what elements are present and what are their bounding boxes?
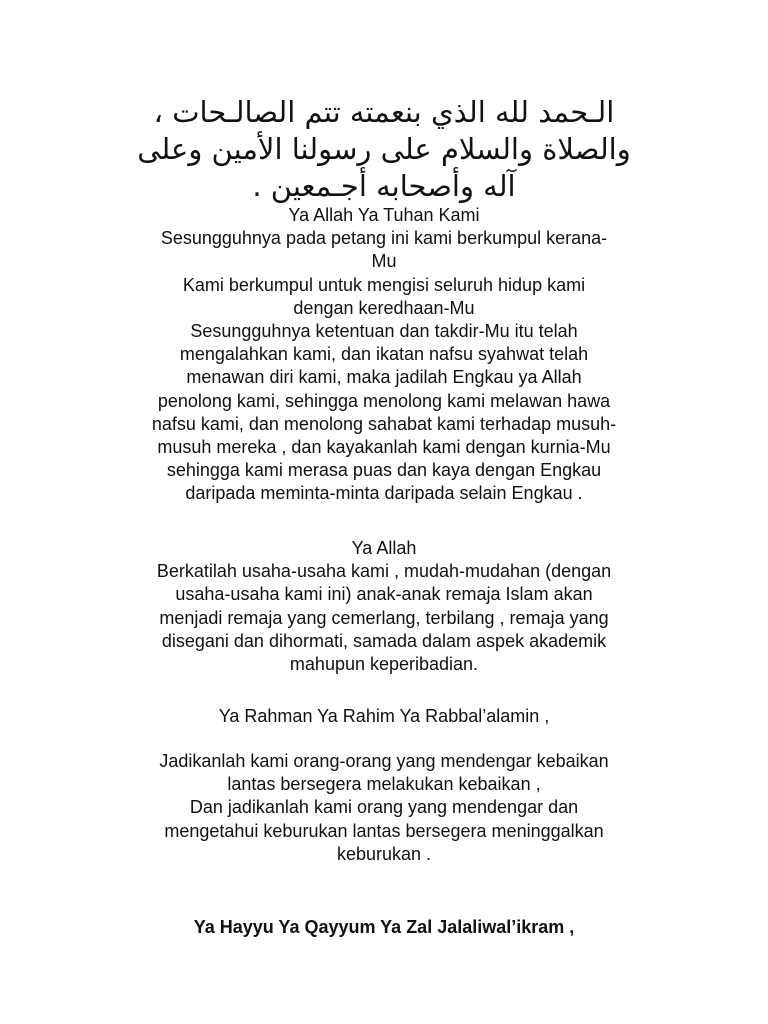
text-line: Berkatilah usaha-usaha kami , mudah-mudahan (dengan (156, 561, 612, 582)
text-line: lantas bersegera melakukan kebaikan , (227, 774, 541, 795)
text-line: Jadikanlah kami orang-orang yang mendengar kebaikan (159, 751, 609, 771)
paragraph-supplication (104, 750, 664, 866)
text-line: Ya Allah (351, 538, 417, 558)
text-line: sehingga kami merasa puas dan kaya dengan Engkau (166, 460, 602, 481)
text-line: Ya Rahman Ya Rahim Ya Rabbal’alamin , (218, 706, 550, 726)
arabic-line: الـحمد لله الذي بنعمته تتم الصالـحات ، (153, 95, 615, 129)
text-line: usaha-usaha kami ini) anak-anak remaja Islam akan (175, 584, 593, 605)
text-line: Sesungguhnya ketentuan dan takdir-Mu itu telah (190, 320, 578, 341)
text-line: penolong kami, sehingga menolong kami melawan hawa (157, 390, 611, 411)
text-line: Kami berkumpul untuk mengisi seluruh hidup kami (182, 274, 586, 295)
text-line: daripada meminta-minta daripada selain Engkau . (185, 483, 583, 504)
text-line: musuh mereka , dan kayakanlah kami dengan kurnia-Mu (157, 436, 611, 457)
closing-invocation: Ya Hayyu Ya Qayyum Ya Zal Jalaliwal’ikram , (193, 917, 575, 937)
text-line: mahupun keperibadian. (289, 653, 479, 674)
text-line: Ya Allah Ya Tuhan Kami (288, 205, 480, 225)
text-line: dengan keredhaan-Mu (293, 297, 475, 318)
arabic-line: آله وأصحابه أجـمعين . (252, 169, 516, 203)
text-line: mengetahui keburukan lantas bersegera meninggalkan (164, 820, 604, 841)
text-line: keburukan . (336, 843, 432, 864)
paragraph-invocation (104, 705, 664, 728)
arabic-line: والصلاة والسلام على رسولنا الأمين وعلى (137, 132, 631, 166)
arabic-heading (100, 94, 668, 205)
text-line: Mu (371, 251, 397, 272)
paragraph-opening-prayer (104, 204, 664, 505)
text-line: mengalahkan kami, dan ikatan nafsu syahwat telah (179, 344, 589, 365)
text-line: disegani dan dihormati, samada dalam aspek akademik (161, 630, 607, 651)
paragraph-blessing (104, 537, 664, 676)
text-line: menawan diri kami, maka jadilah Engkau ya Allah (186, 367, 582, 388)
text-line: nafsu kami, dan menolong sahabat kami terhadap musuh- (151, 413, 617, 434)
text-line: menjadi remaja yang cemerlang, terbilang , remaja yang (159, 607, 609, 628)
text-line: Sesungguhnya pada petang ini kami berkumpul kerana- (160, 228, 608, 249)
text-line: Dan jadikanlah kami orang yang mendengar dan (189, 797, 579, 818)
